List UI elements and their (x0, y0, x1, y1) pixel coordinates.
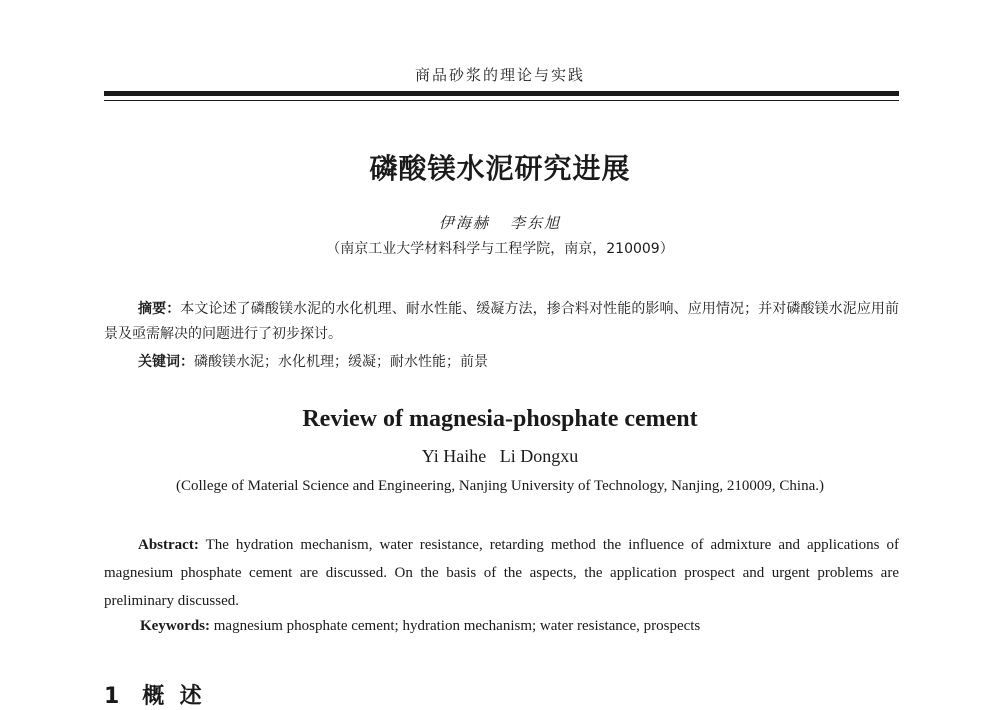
english-abstract-label: Abstract: (138, 537, 199, 553)
chinese-title: 磷酸镁水泥研究进展 (369, 152, 631, 185)
chinese-keywords-label: 关键词： (138, 354, 194, 370)
english-authors: Yi Haihe Li Dongxu (421, 446, 579, 466)
english-abstract-text: The hydration mechanism, water resistance, retarding method the influence of admixture and applications of magnesium phosphate cement are discussed. On the basis of the aspects, the application prospect and urgent problems are preliminary discussed. (104, 537, 899, 609)
english-keywords (140, 614, 900, 638)
running-head: 商品砂浆的理论与实践 (414, 66, 585, 84)
chinese-abstract-label: 摘要： (138, 301, 181, 317)
header-rule-thin (104, 100, 899, 101)
english-abstract (104, 531, 899, 615)
chinese-keywords-text: 磷酸镁水泥；水化机理；缓凝；耐水性能；前景 (194, 354, 488, 370)
chinese-affiliation: （南京工业大学材料科学与工程学院，南京，210009） (326, 241, 674, 257)
chinese-authors: 伊海赫 李东旭 (438, 214, 562, 232)
section-number: 1 (104, 684, 120, 709)
section-title: 概 述 (142, 684, 202, 709)
section-heading (104, 684, 202, 710)
english-affiliation: (College of Material Science and Engineering, Nanjing University of Technology, Nanjing, 210009, China.) (176, 478, 824, 494)
english-keywords-text: magnesium phosphate cement; hydration mechanism; water resistance, prospects (213, 618, 701, 634)
english-keywords-label: Keywords: (140, 618, 210, 634)
english-title: Review of magnesia-phosphate cement (302, 406, 698, 432)
chinese-abstract-text: 本文论述了磷酸镁水泥的水化机理、耐水性能、缓凝方法，掺合料对性能的影响、应用情况；并对磷酸镁水泥应用前景及亟需解决的问题进行了初步探讨。 (104, 301, 900, 342)
chinese-keywords (138, 350, 898, 375)
chinese-abstract (104, 297, 899, 347)
header-rule-thick (104, 91, 899, 96)
